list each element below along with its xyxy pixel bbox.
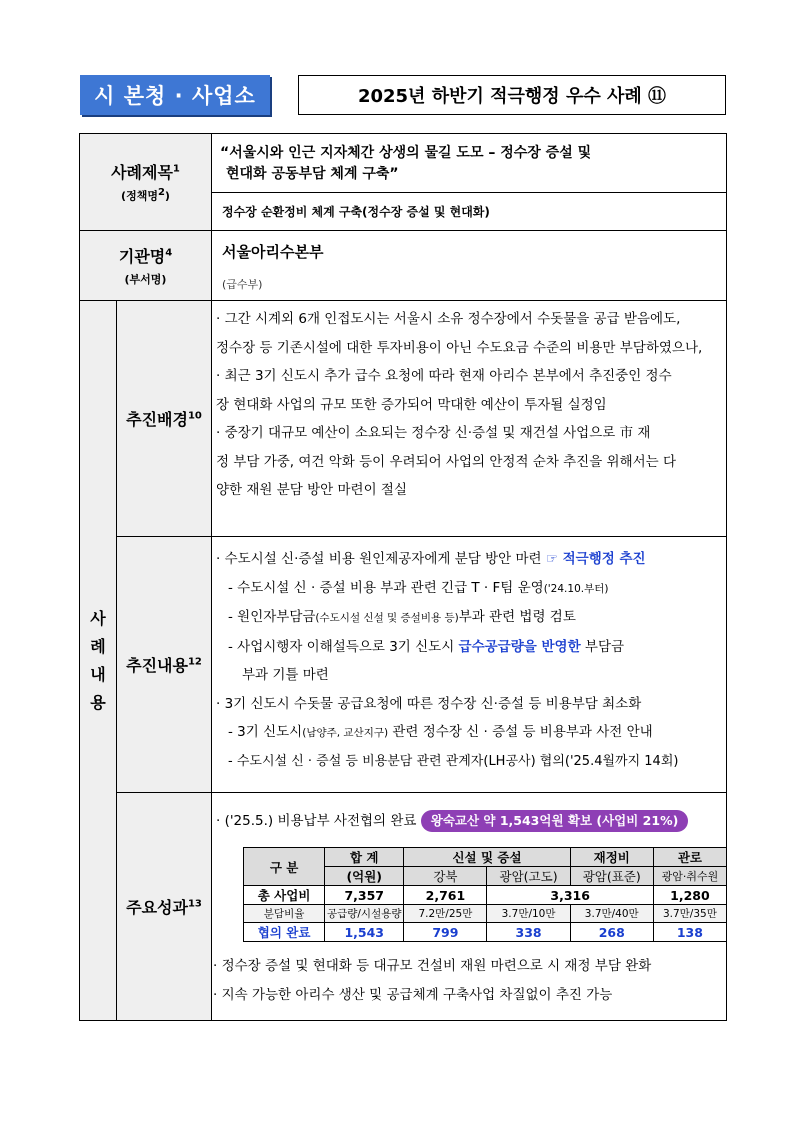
content-l7-c: 관련 정수장 신 · 증설 등 비용부과 사전 안내 bbox=[388, 724, 653, 740]
content-label-char-4: 용 bbox=[90, 692, 106, 712]
table-cell: 138 bbox=[653, 923, 726, 942]
results-l1: · ('25.5.) 비용납부 사전협의 완료 bbox=[216, 813, 421, 829]
case-title-line-1: “서울시와 인근 지자체간 상생의 물길 도모 – 정수장 증설 및 bbox=[220, 145, 592, 161]
content-label-char-2: 례 bbox=[90, 636, 106, 656]
table-cell: 338 bbox=[487, 923, 570, 942]
background-line: 양한 재원 분담 방안 마련이 절실 bbox=[216, 482, 407, 498]
table-row bbox=[244, 905, 727, 923]
results-line-2: · 정수장 증설 및 현대화 등 대규모 건설비 재원 마련으로 시 재정 부담 완화 bbox=[213, 958, 652, 974]
table-done-label: 협의 완료 bbox=[244, 923, 325, 942]
case-title-label bbox=[80, 134, 211, 230]
table-header-unit: (억원) bbox=[325, 867, 404, 886]
table-cell: 7.2만/25만 bbox=[404, 905, 487, 923]
table-header-rebuild: 재정비 bbox=[570, 848, 653, 867]
table-sub-header: 강북 bbox=[404, 867, 487, 886]
case-title-sub-label: (정책명 bbox=[121, 189, 158, 203]
content-line-1 bbox=[216, 545, 726, 574]
background-line: · 최근 3기 신도시 추가 급수 요청에 따라 현재 아리수 본부에서 추진중인 정수 bbox=[216, 368, 672, 384]
table-row bbox=[244, 886, 727, 905]
content-text bbox=[211, 536, 726, 792]
table-cell: 3.7만/10만 bbox=[487, 905, 570, 923]
content-line-6: · 3기 신도시 수돗물 공급요청에 따른 정수장 신·증설 등 비용부담 최소화 bbox=[216, 695, 642, 712]
content-l3-b: (수도시설 신설 및 증설비용 등) bbox=[315, 612, 459, 624]
case-title-text bbox=[211, 134, 726, 192]
content-line-5: 부과 기틀 마련 bbox=[242, 667, 329, 683]
case-content-label bbox=[80, 300, 116, 1020]
content-label-text: 추진내용 bbox=[126, 656, 188, 675]
content-line-2 bbox=[216, 574, 726, 604]
case-title-label-text: 사례제목 bbox=[111, 163, 173, 183]
content-l2-a: - 수도시설 신 · 증설 비용 부과 관련 긴급 T · F팀 운영 bbox=[228, 579, 544, 596]
results-highlight-badge: 왕숙교산 약 1,543억원 확보 (사업비 21%) bbox=[421, 810, 689, 832]
results-label-text: 주요성과 bbox=[126, 898, 188, 917]
case-table bbox=[79, 133, 727, 1021]
agency-label-text: 기관명 bbox=[118, 247, 166, 266]
background-line: · 그간 시계외 6개 인접도시는 서울시 소유 정수장에서 수돗물을 공급 받음에도, bbox=[216, 311, 681, 327]
content-l4-a: - 사업시행자 이해설득으로 3기 신도시 bbox=[228, 638, 459, 655]
content-line-4 bbox=[216, 633, 726, 662]
table-sub-header: 광암(표준) bbox=[570, 867, 653, 886]
table-row bbox=[244, 848, 727, 867]
content-label bbox=[116, 536, 211, 792]
content-label-char-1: 사 bbox=[90, 608, 106, 628]
table-ratio-label: 분담비율 bbox=[244, 905, 325, 923]
table-header-total: 합 계 bbox=[325, 848, 404, 867]
results-label-sup: 13 bbox=[187, 898, 202, 910]
table-header-new: 신설 및 증설 bbox=[404, 848, 570, 867]
background-text bbox=[211, 300, 726, 536]
table-cell: 1,280 bbox=[653, 886, 726, 905]
background-line: 정수장 등 기존시설에 대한 투자비용이 아닌 수도요금 수준의 비용만 부담하였으나, bbox=[216, 339, 703, 356]
results-line-1 bbox=[216, 807, 726, 836]
results-table bbox=[243, 847, 727, 942]
table-cell: 268 bbox=[570, 923, 653, 942]
table-row bbox=[244, 923, 727, 942]
table-sub-header: 광암·취수원 bbox=[653, 867, 726, 886]
agency-label-sup: 4 bbox=[165, 247, 173, 259]
content-l2-b: ('24.10.부터) bbox=[543, 582, 609, 595]
table-cell: 3.7만/35만 bbox=[653, 905, 726, 923]
table-cell: 2,761 bbox=[404, 886, 487, 905]
case-title-sub-sup: 2 bbox=[157, 187, 165, 199]
table-cell: 7,357 bbox=[325, 886, 404, 905]
table-cell: 799 bbox=[404, 923, 487, 942]
content-l3-a: - 원인자부담금 bbox=[228, 609, 316, 625]
agency-info bbox=[211, 230, 726, 300]
results-line-3: · 지속 가능한 아리수 생산 및 공급체계 구축사업 차질없이 추진 가능 bbox=[213, 986, 613, 1003]
table-cell: 1,543 bbox=[325, 923, 404, 942]
content-l1-a: · 수도시설 신·증설 비용 원인제공자에게 분담 방안 마련 bbox=[216, 551, 546, 567]
background-label-text: 추진배경 bbox=[126, 410, 188, 429]
table-sub-header: 광암(고도) bbox=[487, 867, 570, 886]
background-line: 정 부담 가중, 여건 악화 등이 우려되어 사업의 안정적 순차 추진을 위해서는 다 bbox=[216, 453, 677, 470]
table-total-label: 총 사업비 bbox=[244, 886, 325, 905]
content-l4-c: 부담금 bbox=[580, 638, 625, 655]
content-line-8: - 수도시설 신 · 증설 등 비용분담 관련 관계자(LH공사) 협의('25.4월까지 14회) bbox=[228, 753, 679, 769]
agency-dept: (급수부) bbox=[222, 278, 263, 291]
table-header-gubun: 구 분 bbox=[244, 848, 325, 886]
agency-name: 서울아리수본부 bbox=[222, 243, 324, 261]
content-line-7 bbox=[216, 718, 726, 748]
agency-sub-label: (부서명) bbox=[124, 273, 167, 286]
table-cell: 공급량/시설용량 bbox=[325, 905, 404, 923]
content-l7-a: - 3기 신도시 bbox=[228, 724, 303, 740]
content-l1-highlight: ☞ 적극행정 추진 bbox=[545, 551, 646, 567]
content-l3-c: 부과 관련 법령 검토 bbox=[458, 609, 576, 625]
content-line-3 bbox=[216, 603, 726, 633]
table-header-pipe: 관로 bbox=[653, 848, 726, 867]
office-tag: 시 본청 · 사업소 bbox=[80, 75, 270, 115]
table-cell: 3.7만/40만 bbox=[570, 905, 653, 923]
case-title-line-2: 현대화 공동부담 체계 구축” bbox=[226, 166, 399, 182]
agency-label bbox=[80, 230, 211, 300]
case-title-label-sup: 1 bbox=[172, 163, 180, 175]
results-label bbox=[116, 792, 211, 1020]
background-line: 장 현대화 사업의 규모 또한 증가되어 막대한 예산이 투자될 실정임 bbox=[216, 396, 607, 413]
content-label-sup: 12 bbox=[187, 656, 202, 668]
content-l7-b: (남양주, 교산지구) bbox=[302, 727, 389, 739]
results-bottom-text bbox=[211, 952, 726, 1009]
policy-name: 정수장 순환정비 체계 구축(정수장 증설 및 현대화) bbox=[211, 192, 726, 230]
background-label-sup: 10 bbox=[187, 410, 202, 422]
content-l4-highlight: 급수공급량을 반영한 bbox=[458, 638, 581, 655]
document-title: 2025년 하반기 적극행정 우수 사례 ⑪ bbox=[298, 75, 726, 115]
background-label bbox=[116, 300, 211, 536]
case-title-sub-end: ) bbox=[164, 189, 170, 203]
table-cell: 3,316 bbox=[487, 886, 653, 905]
background-line: · 중장기 대규모 예산이 소요되는 정수장 신·증설 및 재건설 사업으로 市 재 bbox=[216, 425, 651, 441]
content-label-char-3: 내 bbox=[90, 664, 106, 684]
